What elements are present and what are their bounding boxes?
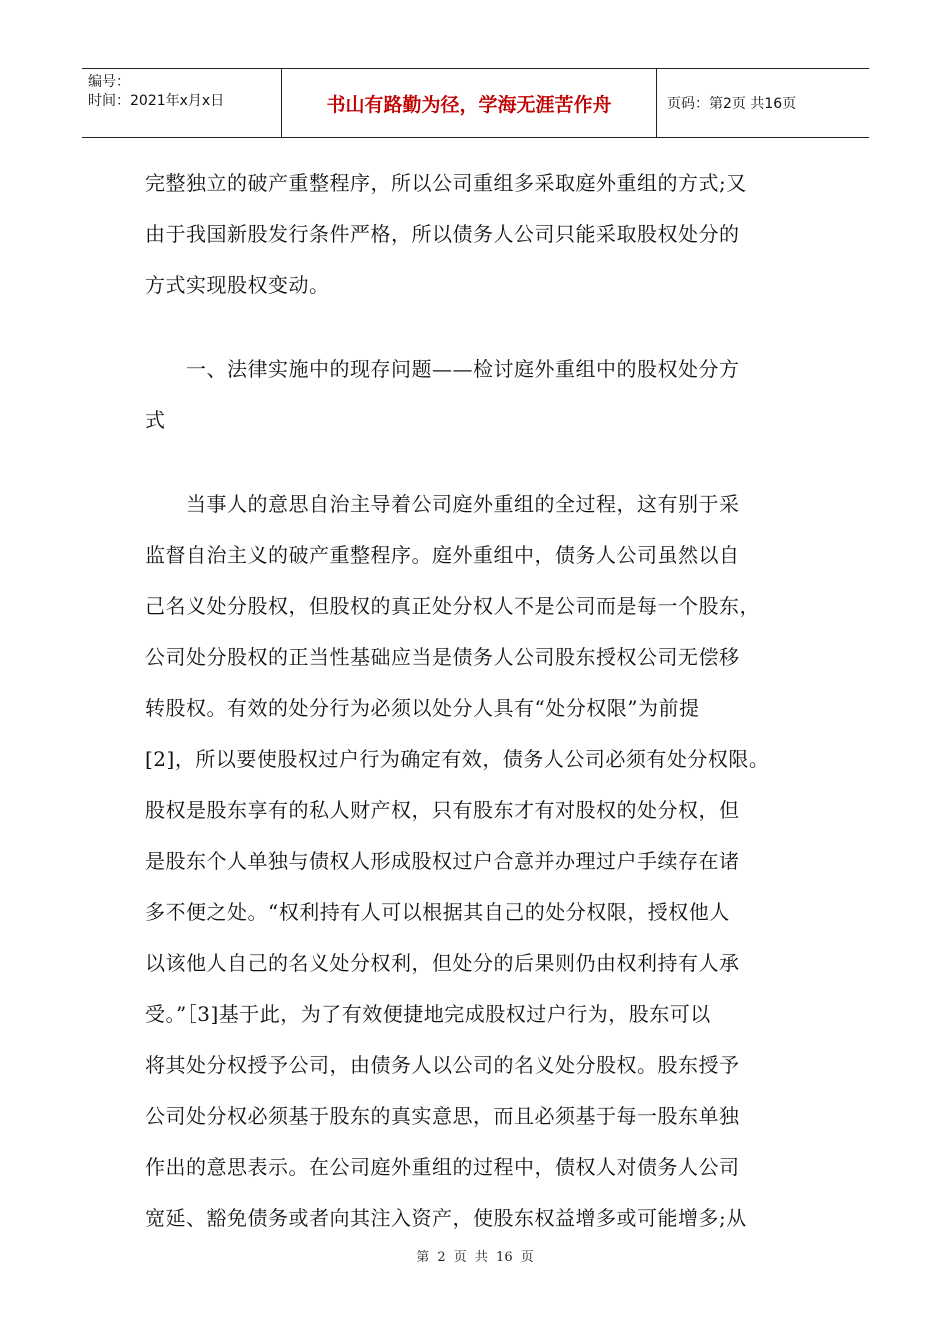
page-header	[82, 68, 869, 138]
text-line: 公司处分权必须基于股东的真实意思，而且必须基于每一股东单独	[145, 1104, 740, 1128]
text-line: 当事人的意思自治主导着公司庭外重组的全过程，这有别于采	[145, 492, 740, 516]
text-line: [2]，所以要使股权过户行为确定有效，债务人公司必须有处分权限。	[145, 747, 770, 771]
page-footer: 第 2 页 共 16 页	[416, 1250, 534, 1265]
document-number-label: 编号：	[88, 74, 130, 90]
paragraph-1	[145, 158, 825, 311]
text-line: 监督自治主义的破产重整程序。庭外重组中，债务人公司虽然以自	[145, 543, 740, 567]
document-date: 时间：2021年x月x日	[88, 93, 225, 109]
text-line: 股权是股东享有的私人财产权，只有股东才有对股权的处分权，但	[145, 798, 740, 822]
text-line: 由于我国新股发行条件严格，所以债务人公司只能采取股权处分的	[145, 222, 740, 246]
text-line: 宽延、豁免债务或者向其注入资产，使股东权益增多或可能增多;从	[145, 1206, 747, 1230]
text-line: 将其处分权授予公司，由债务人以公司的名义处分股权。股东授予	[145, 1053, 740, 1077]
header-meta	[82, 69, 282, 137]
text-line: 己名义处分股权，但股权的真正处分权人不是公司而是每一个股东，	[145, 594, 760, 618]
header-motto: 书山有路勤为径，学海无涯苦作舟	[282, 69, 657, 137]
paragraph-3	[145, 479, 825, 1244]
text-line: 一、法律实施中的现存问题——检讨庭外重组中的股权处分方	[145, 357, 740, 381]
text-line: 多不便之处。“权利持有人可以根据其自己的处分权限，授权他人	[145, 900, 730, 924]
text-line: 方式实现股权变动。	[145, 273, 330, 297]
text-line: 是股东个人单独与债权人形成股权过户合意并办理过户手续存在诸	[145, 849, 740, 873]
text-line: 作出的意思表示。在公司庭外重组的过程中，债权人对债务人公司	[145, 1155, 740, 1179]
text-line: 转股权。有效的处分行为必须以处分人具有“处分权限”为前提	[145, 696, 700, 720]
text-line: 受。”［3]基于此，为了有效便捷地完成股权过户行为，股东可以	[145, 1002, 711, 1026]
text-line: 式	[145, 408, 166, 432]
header-page-info: 页码：第2页 共16页	[667, 96, 797, 112]
text-line: 完整独立的破产重整程序，所以公司重组多采取庭外重组的方式;又	[145, 171, 747, 195]
text-line: 以该他人自己的名义处分权利，但处分的后果则仍由权利持有人承	[145, 951, 740, 975]
section-heading	[145, 344, 825, 446]
document-body	[145, 158, 825, 1244]
text-line: 公司处分股权的正当性基础应当是债务人公司股东授权公司无偿移	[145, 645, 740, 669]
